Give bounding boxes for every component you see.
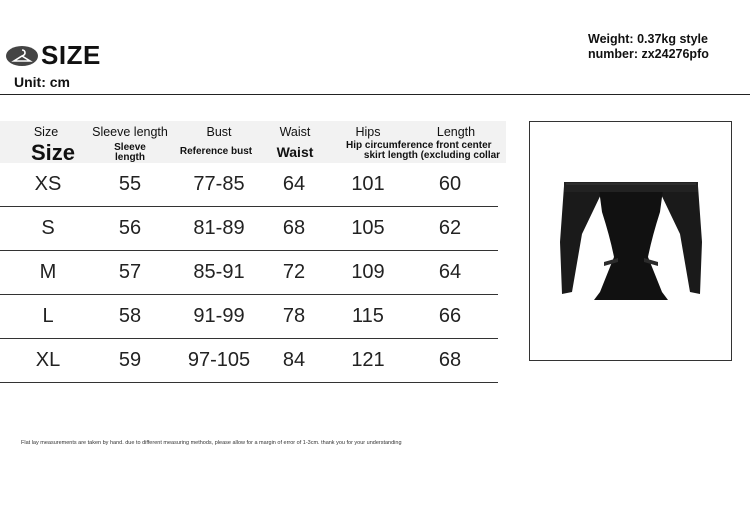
bust-cell: 85-91	[193, 261, 245, 283]
length-cell: 62	[438, 217, 462, 239]
col-size-sub: Size	[30, 140, 76, 165]
length-cell: 60	[438, 173, 462, 195]
size-cell: S	[41, 217, 55, 239]
hips-cell: 109	[351, 261, 385, 283]
waist-cell: 72	[282, 261, 306, 283]
size-cell: XS	[34, 173, 62, 195]
sleeve-sub-line2: length	[115, 152, 145, 163]
table-row	[0, 339, 498, 383]
bust-cell: 97-105	[187, 349, 251, 371]
hips-cell: 115	[352, 305, 384, 327]
col-hips-sub: Hip circumference	[346, 140, 434, 151]
hips-cell: 105	[351, 217, 385, 239]
col-hips-header: Hips	[355, 125, 381, 139]
col-length-header: Length	[436, 125, 476, 139]
unit-label: Unit: cm	[14, 74, 70, 90]
sleeve-cell: 56	[118, 217, 142, 239]
waist-cell: 68	[282, 217, 306, 239]
length-cell: 68	[438, 349, 462, 371]
table-row	[0, 163, 498, 207]
hips-cell: 121	[351, 349, 385, 371]
weight-line: Weight: 0.37kg style	[588, 32, 708, 46]
waist-cell: 84	[282, 349, 306, 371]
sleeve-sub-line1: Sleeve	[114, 142, 146, 153]
size-table	[0, 121, 506, 383]
size-cell: XL	[35, 349, 61, 371]
weight-style-info	[588, 32, 748, 62]
length-cell: 66	[438, 305, 462, 327]
bust-cell: 91-99	[193, 305, 245, 327]
hanger-logo-icon	[5, 45, 39, 67]
size-cell: L	[42, 305, 54, 327]
product-photo	[529, 121, 732, 361]
col-waist-header: Waist	[279, 125, 311, 139]
sleeve-cell: 58	[118, 305, 142, 327]
sleeve-cell: 57	[118, 261, 142, 283]
size-title: SIZE	[41, 40, 101, 70]
length-cell: 64	[438, 261, 462, 283]
header	[0, 0, 750, 95]
waist-cell: 78	[282, 305, 306, 327]
sleeve-cell: 59	[118, 349, 142, 371]
col-size-header: Size	[33, 125, 59, 139]
bust-cell: 81-89	[193, 217, 245, 239]
table-row	[0, 295, 498, 339]
length-sub-line2: skirt length (excluding collar	[363, 150, 501, 161]
table-header	[0, 121, 506, 163]
col-waist-sub: Waist	[276, 144, 314, 160]
col-length-sub	[352, 141, 512, 161]
col-sleeve-header: Sleeve length	[92, 125, 168, 139]
size-cell: M	[39, 261, 57, 283]
table-row	[0, 251, 498, 295]
col-bust-header: Bust	[206, 125, 232, 139]
sleeve-cell: 55	[118, 173, 142, 195]
col-bust-sub: Reference bust	[179, 146, 253, 157]
measurement-note: Flat lay measurements are taken by hand. due to different measuring methods, please allow for a margin of error of 1-3cm. thank you for your understanding	[21, 440, 402, 446]
table-row	[0, 207, 498, 251]
col-sleeve-sub	[100, 143, 160, 163]
bust-cell: 77-85	[193, 173, 245, 195]
off-shoulder-dress-illustration	[530, 122, 731, 360]
style-number-line: number: zx24276pfo	[588, 47, 709, 61]
length-sub-line1: front center	[436, 140, 492, 151]
waist-cell: 64	[282, 173, 306, 195]
hips-cell: 101	[351, 173, 385, 195]
